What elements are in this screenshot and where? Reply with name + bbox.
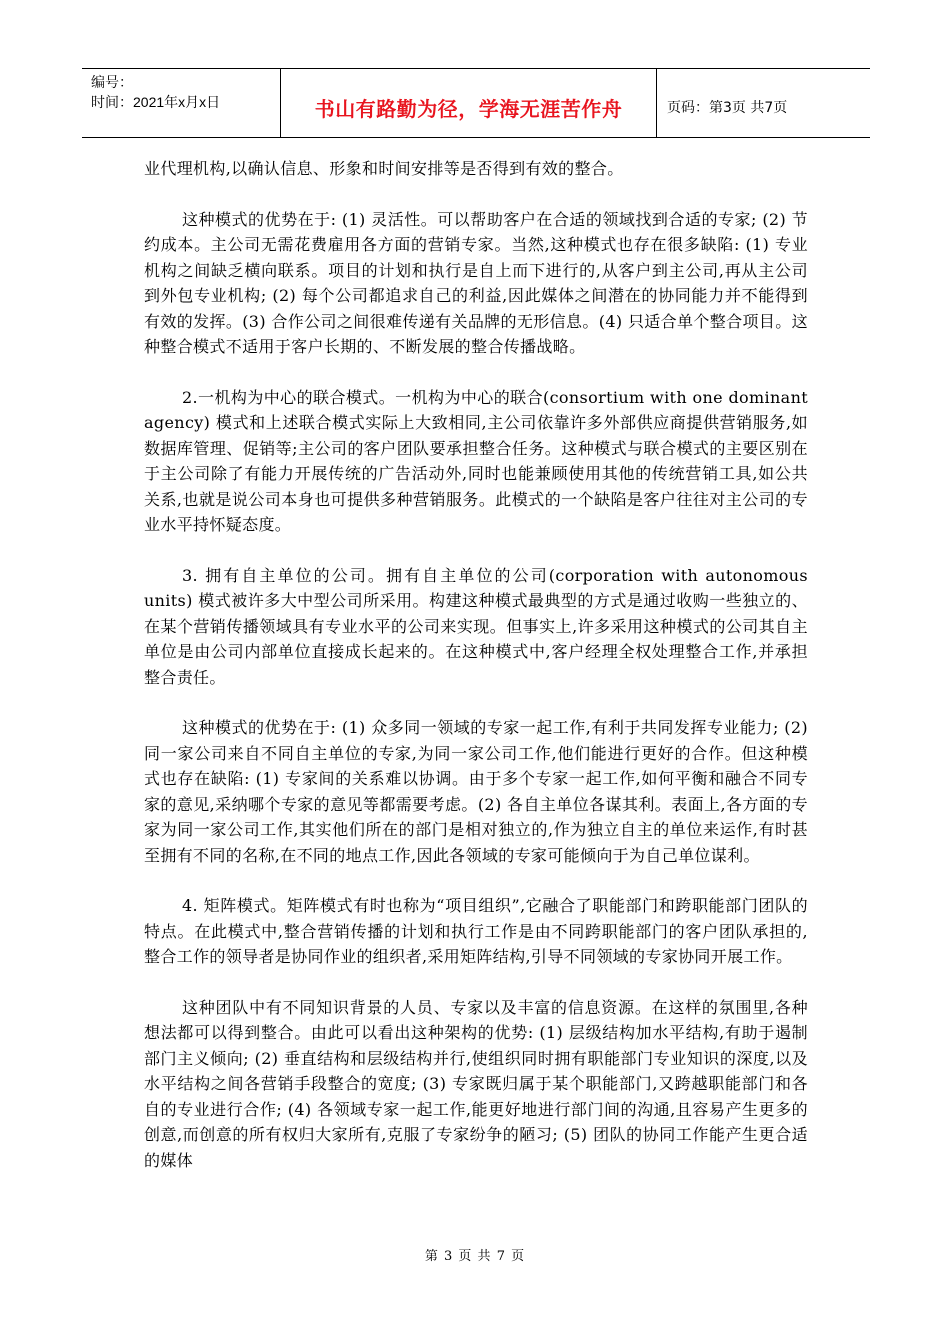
document-body xyxy=(144,156,808,1173)
date-label: 时间：2021年x月x日 xyxy=(91,94,221,110)
number-label: 编号： xyxy=(91,74,133,90)
document-header xyxy=(82,68,870,138)
paragraph: 这种模式的优势在于: (1) 众多同一领域的专家一起工作,有利于共同发挥专业能力; (2) 同一家公司来自不同自主单位的专家,为同一家公司工作,他们能进行更好的合作。但这种模式也存在缺陷: (1) 专家间的关系难以协调。由于多个专家一起工作,如何平衡和融合不同专家的意见,采纳哪个专家的意见等都需要考虑。(2) 各自主单位各谋其利。表面上,各方面的专家为同一家公司工作,其实他们所在的部门是相对独立的,作为独立自主的单位来运作,有时甚至拥有不同的名称,在不同的地点工作,因此各领域的专家可能倾向于为自己单位谋利。 xyxy=(144,718,808,865)
paragraph: 4. 矩阵模式。矩阵模式有时也称为“项目组织”,它融合了职能部门和跨职能部门团队的特点。在此模式中,整合营销传播的计划和执行工作是由不同跨职能部门的客户团队承担的,整合工作的领导者是协同作业的组织者,采用矩阵结构,引导不同领域的专家协同开展工作。 xyxy=(144,896,808,966)
paragraph: 业代理机构,以确认信息、形象和时间安排等是否得到有效的整合。 xyxy=(144,159,624,178)
page-footer: 第 3 页 共 7 页 xyxy=(424,1249,526,1264)
paragraph: 3. 拥有自主单位的公司。拥有自主单位的公司(corporation with autonomous units) 模式被许多大中型公司所采用。构建这种模式最典型的方式是通过收购一些独立的、在某个营销传播领域具有专业水平的公司来实现。但事实上,许多采用这种模式的公司其自主单位是由公司内部单位直接成长起来的。在这种模式中,客户经理全权处理整合工作,并承担整合责任。 xyxy=(144,565,808,687)
header-meta xyxy=(82,69,281,137)
paragraph: 这种团队中有不同知识背景的人员、专家以及丰富的信息资源。在这样的氛围里,各种想法都可以得到整合。由此可以看出这种架构的优势: (1) 层级结构加水平结构,有助于遏制部门主义倾向; (2) 垂直结构和层级结构并行,使组织同时拥有职能部门专业知识的深度,以及水平结构之间各营销手段整合的宽度; (3) 专家既归属于某个职能部门,又跨越职能部门和各自的专业进行合作; (4) 各领域专家一起工作,能更好地进行部门间的沟通,且容易产生更多的创意,而创意的所有权归大家所有,克服了专家纷争的陋习; (5) 团队的协同工作能产生更合适的媒体 xyxy=(144,997,808,1170)
header-motto: 书山有路勤为径，学海无涯苦作舟 xyxy=(281,69,657,137)
paragraph: 2.一机构为中心的联合模式。一机构为中心的联合(consortium with one dominant agency) 模式和上述联合模式实际上大致相同,主公司依靠许多外部供应商提供营销服务,如数据库管理、促销等;主公司的客户团队要承担整合任务。这种模式与联合模式的主要区别在于主公司除了有能力开展传统的广告活动外,同时也能兼顾使用其他的传统营销工具,如公共关系,也就是说公司本身也可提供多种营销服务。此模式的一个缺陷是客户往往对主公司的专业水平持怀疑态度。 xyxy=(144,387,808,534)
header-page-label: 页码：第3页 共7页 xyxy=(667,100,788,116)
paragraph: 这种模式的优势在于: (1) 灵活性。可以帮助客户在合适的领域找到合适的专家; (2) 节约成本。主公司无需花费雇用各方面的营销专家。当然,这种模式也存在很多缺陷: (1) 专业机构之间缺乏横向联系。项目的计划和执行是自上而下进行的,从客户到主公司,再从主公司到外包专业机构; (2) 每个公司都追求自己的利益,因此媒体之间潜在的协同能力并不能得到有效的发挥。(3) 合作公司之间很难传递有关品牌的无形信息。(4) 只适合单个整合项目。这种整合模式不适用于客户长期的、不断发展的整合传播战略。 xyxy=(144,209,808,356)
